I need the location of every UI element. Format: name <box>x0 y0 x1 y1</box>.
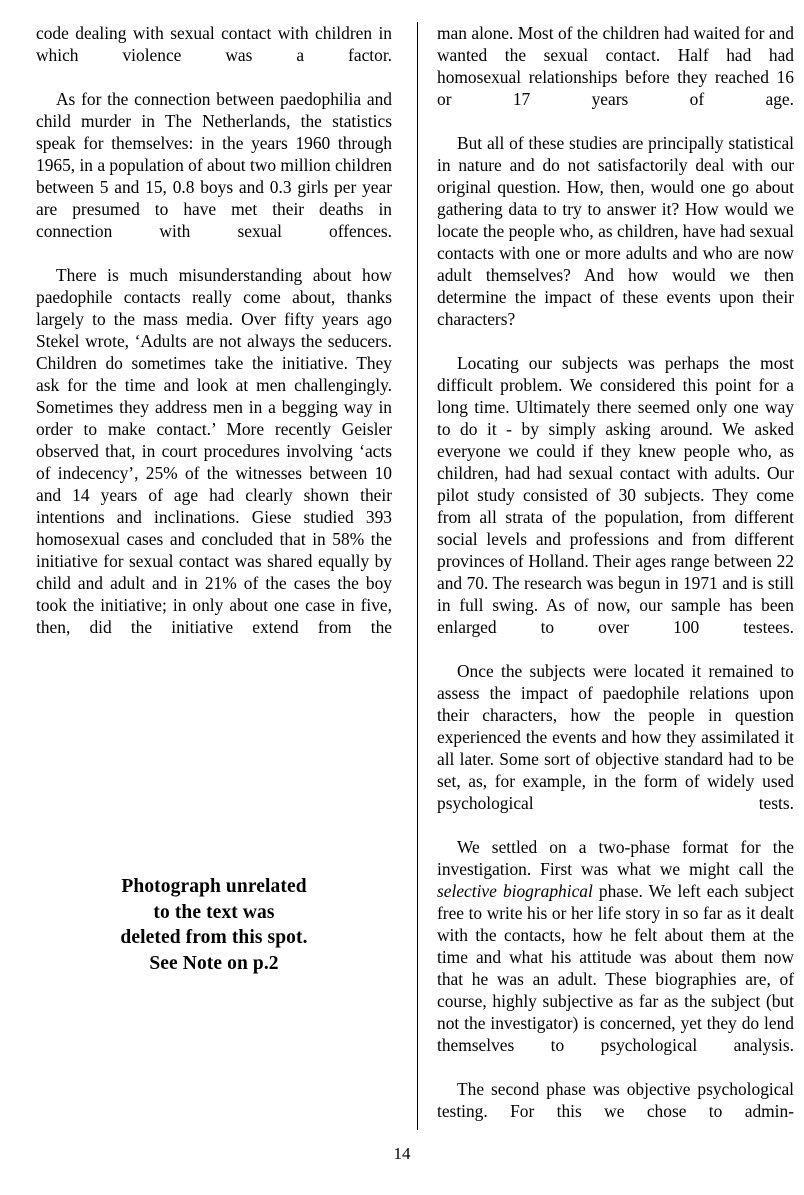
paragraph: Once the subjects were located it remained to assess the impact of paedophile relations upon their characters, how the people in question experienced the events and how they assimilated it all later. Some sort of objective standard had to be set, as, for example, in the form of widely used psychological tests. <box>437 661 794 813</box>
paragraph-with-italic <box>437 836 794 1078</box>
paragraph: The second phase was objective psychological testing. For this we chose to admin- <box>437 1079 794 1121</box>
paragraph-segment: phase. We left each subject free to write his or her life story in so far as it dealt with the contacts, how he felt about them at the time and what his attitude was about them now that he was an adult. These biographies are, of course, highly subjective as far as the subject (but not the investigator) is concerned, yet they do lend themselves to psychological analysis. <box>437 881 794 1055</box>
notice-line: Photograph unrelated <box>121 876 307 897</box>
paragraph: But all of these studies are principally statistical in nature and do not satisfactorily deal with our original question. How, then, would one go about gathering data to try to answer it? How would we locate the people who, as children, have had sexual contacts with one or more adults and who are now adult themselves? And how would we then determine the impact of these events upon their characters? <box>437 133 794 329</box>
paragraph: code dealing with sexual contact with children in which violence was a factor. <box>36 23 392 65</box>
notice-line: to the text was <box>153 901 275 923</box>
left-text-column <box>36 22 392 660</box>
paragraph: As for the connection between paedophilia and child murder in The Netherlands, the statistics speak for themselves: in the years 1960 through 1965, in a population of about two million children between 5 and 15, 0.8 boys and 0.3 girls per year are presumed to have met their deaths in connection with sexual offences. <box>36 89 392 241</box>
italic-term: selective biographical <box>437 881 593 901</box>
notice-line: See Note on p.2 <box>149 952 279 974</box>
removed-photograph-notice <box>36 874 392 976</box>
page-number: 14 <box>393 1144 411 1163</box>
notice-line: deleted from this spot. <box>120 927 308 948</box>
paragraph: There is much misunderstanding about how paedophile contacts really come about, thanks largely to the mass media. Over fifty years ago Stekel wrote, ‘Adults are not always the seducers. Children do sometimes take the initiative. They ask for the time and look at men challengingly. Sometimes they address men in a begging way in order to make contact.’ More recently Geisler observed that, in court procedures involving ‘acts of indecency’, 25% of the witnesses between 10 and 14 years of age had clearly shown their intentions and inclinations. Giese studied 393 homosexual cases and concluded that in 58% the initiative for sexual contact was shared equally by child and adult and in 21% of the cases the boy took the initiative; in only about one case in five, then, did the initiative extend from the <box>36 265 392 637</box>
paragraph: Locating our subjects was perhaps the most difficult problem. We considered this point for a long time. Ultimately there seemed only one way to do it - by simply asking around. We asked everyone we could if they knew people who, as children, had had sexual contact with adults. Our pilot study consisted of 30 subjects. They come from all strata of the population, from different social levels and professions and from different provinces of Holland. Their ages range between 22 and 70. The research was begun in 1971 and is still in full swing. As of now, our sample has been enlarged to over 100 testees. <box>437 353 794 637</box>
paragraph: man alone. Most of the children had waited for and wanted the sexual contact. Half had had homosexual relationships before they reached 16 or 17 years of age. <box>437 23 794 109</box>
paragraph-segment: We settled on a two-phase format for the investigation. First was what we might call the <box>437 837 794 879</box>
right-text-column <box>437 22 794 1144</box>
